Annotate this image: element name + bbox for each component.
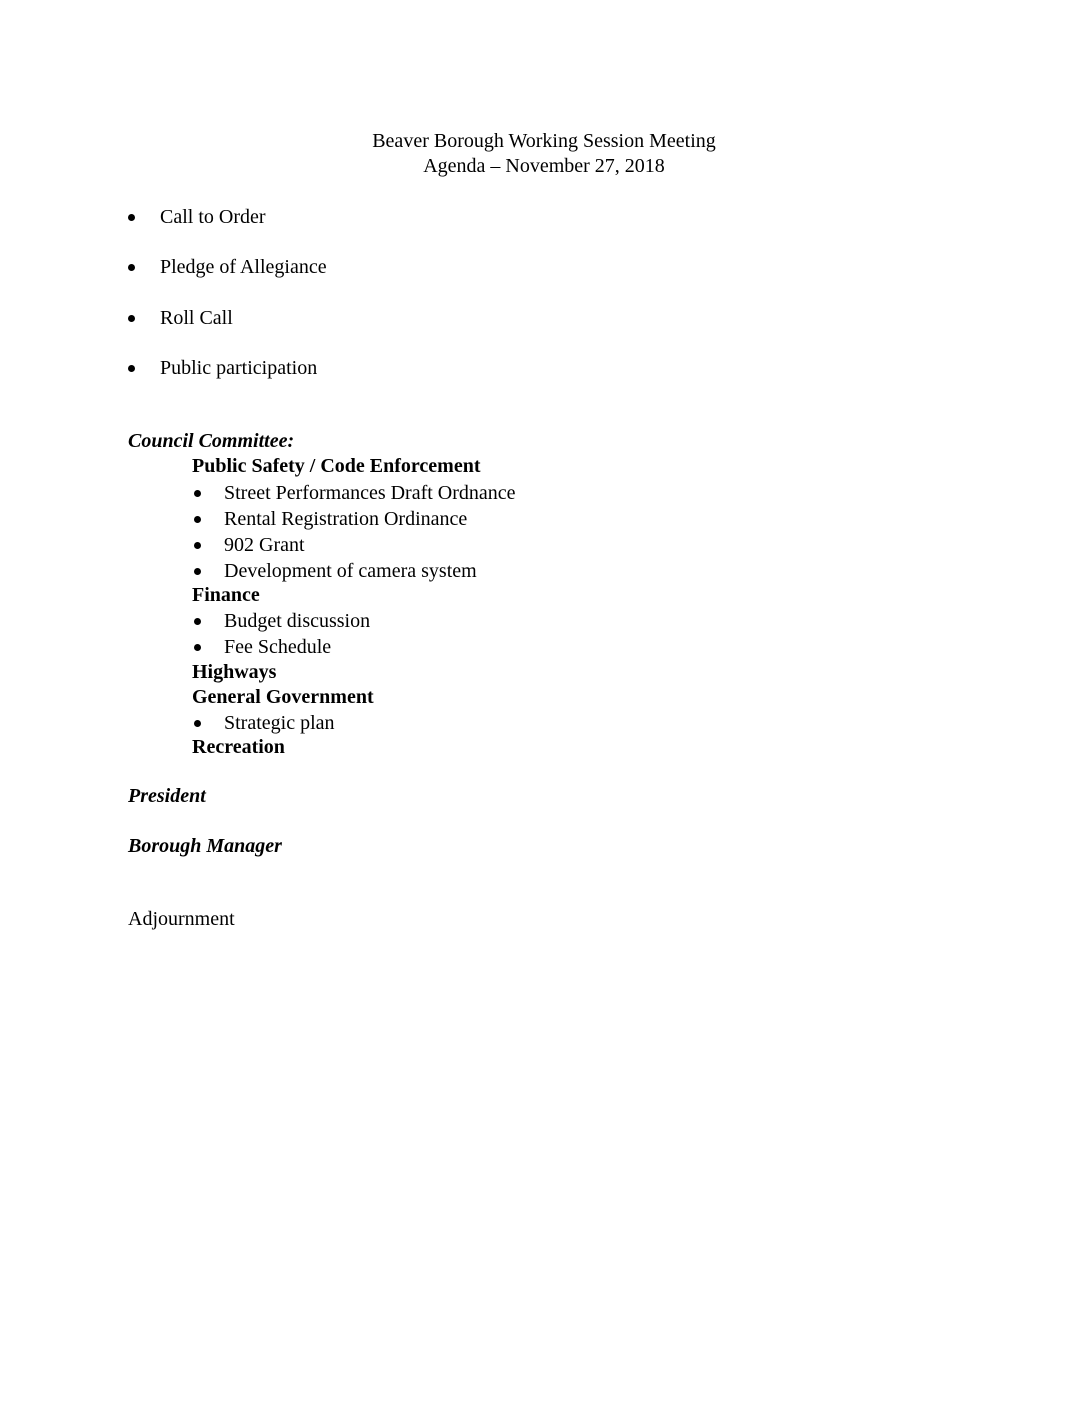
bullet-icon bbox=[194, 618, 201, 625]
bullet-icon bbox=[194, 490, 201, 497]
recreation-heading: Recreation bbox=[192, 736, 285, 758]
bullet-icon bbox=[194, 516, 201, 523]
document-title: Beaver Borough Working Session Meeting bbox=[372, 130, 716, 152]
general-government-heading: General Government bbox=[192, 686, 374, 708]
list-item-label: Street Performances Draft Ordnance bbox=[224, 482, 516, 504]
bullet-icon bbox=[194, 542, 201, 549]
adjournment-text: Adjournment bbox=[128, 908, 235, 930]
list-item-label: 902 Grant bbox=[224, 534, 305, 556]
bullet-icon bbox=[128, 315, 135, 322]
finance-heading: Finance bbox=[192, 584, 260, 606]
list-item-label: Rental Registration Ordinance bbox=[224, 508, 468, 530]
public-safety-heading: Public Safety / Code Enforcement bbox=[192, 455, 481, 477]
borough-manager-heading: Borough Manager bbox=[128, 835, 282, 857]
highways-heading: Highways bbox=[192, 661, 277, 683]
bullet-icon bbox=[128, 365, 135, 372]
list-item-label: Fee Schedule bbox=[224, 636, 332, 658]
bullet-icon bbox=[194, 644, 201, 651]
president-heading: President bbox=[128, 785, 206, 807]
council-committee-heading: Council Committee: bbox=[128, 430, 295, 452]
list-item-label: Public participation bbox=[160, 357, 318, 379]
list-item-label: Pledge of Allegiance bbox=[160, 256, 327, 278]
bullet-icon bbox=[128, 214, 135, 221]
list-item-label: Strategic plan bbox=[224, 712, 335, 734]
bullet-icon bbox=[194, 720, 201, 727]
bullet-icon bbox=[194, 568, 201, 575]
bullet-icon bbox=[128, 264, 135, 271]
list-item-label: Development of camera system bbox=[224, 560, 477, 582]
list-item-label: Call to Order bbox=[160, 206, 266, 228]
list-item-label: Roll Call bbox=[160, 307, 233, 329]
list-item-label: Budget discussion bbox=[224, 610, 371, 632]
document-subtitle: Agenda – November 27, 2018 bbox=[423, 155, 665, 177]
